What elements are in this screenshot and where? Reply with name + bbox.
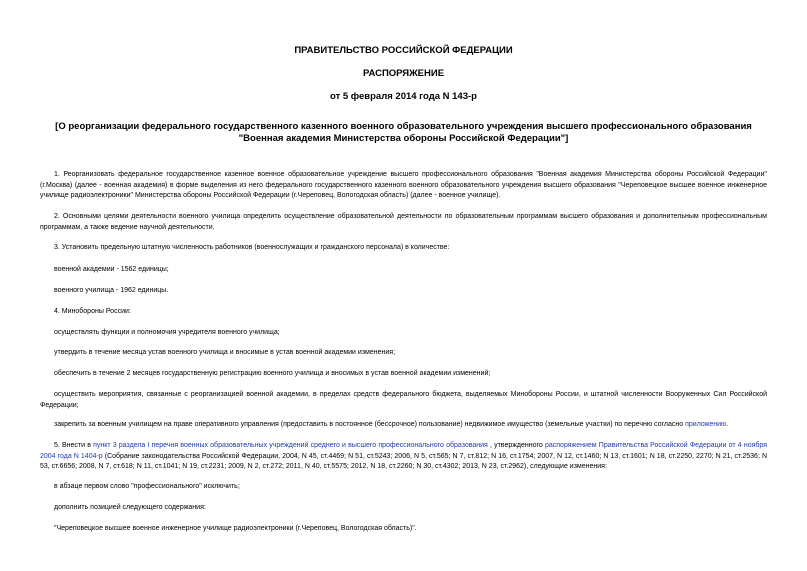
paragraph-5-end: (Собрание законодательства Российской Федерации, 2004, N 45, ст.4469; N 51, ст.5243; 2006, N 5, ст.565; N 7, ст.812; N 16, ст.1754; 2007, N 12, ст.1460; N 13, ст.1601; N 18, ст.2250, 2270; N 21, ст.2536; N 53, ст.6656; 2008, N 7, ст.618; N 11, ст.1041; N 19, ст.2231; 2009, N 2, ст.272; 2011, N 40, ст.5575; 2012, N 18, ст.2260; N 30, ст.4302; 2013, N 23, ст.2962), следующие изменения: [40, 452, 767, 470]
paragraph-4a: осуществлять функции и полномочия учредителя военного училища; [54, 329, 280, 336]
government-heading: ПРАВИТЕЛЬСТВО РОССИЙСКОЙ ФЕДЕРАЦИИ [294, 45, 513, 56]
government-order-link[interactable]: распоряжением Правительства Российской Федерации от 4 ноября 2004 года N 1404-р [40, 442, 767, 460]
paragraph-4: 4. Минобороны России: [54, 308, 131, 315]
appendix-link[interactable]: приложению [685, 421, 727, 428]
paragraph-3: 3. Установить предельную штатную численность работников (военнослужащих и гражданского персонала) в количестве: [54, 244, 450, 251]
document-date-number: от 5 февраля 2014 года N 143-р [330, 91, 477, 102]
paragraph-1: 1. Реорганизовать федеральное государственное казенное военное образовательное учреждение высшего профессионального образования "Военная академия Министерства обороны Российской Федерации" (г.Москва) (далее - военная академия) в форме выделения из него федерального государственного казенного военного образовательного учреждения высшего образования "Череповецкое высшее военное инженерное училище радиоэлектроники" Министерства обороны Российской Федерации (г.Череповец, Вологодская область) (далее - военное училище). [40, 171, 767, 199]
paragraph-4e-end: . [726, 421, 729, 428]
paragraph-5b: дополнить позицией следующего содержания: [54, 504, 206, 511]
list-section-link[interactable]: пункт 3 раздела I перечня военных образовательных учреждений среднего и высшего профессионального образования [93, 442, 488, 449]
paragraph-4e-text: закрепить за военным училищем на праве оперативного управления (предоставить в постоянное (бессрочное) пользование) недвижимое имущество (земельные участки) по перечню согласно [54, 421, 686, 428]
paragraph-3b: военного училища - 1962 единицы. [54, 287, 169, 294]
paragraph-4c: обеспечить в течение 2 месяцев государственную регистрацию военного училища и вносимых в устав военной академии изменений; [54, 370, 491, 377]
paragraph-5 [40, 441, 767, 473]
paragraph-4b: утвердить в течение месяца устав военного училища и вносимые в устав военной академии изменения; [54, 349, 396, 356]
paragraph-2: 2. Основными целями деятельности военного училища определить осуществление образовательной деятельности по образовательным программам высшего образования и дополнительным профессиональным программам, а также ведение научной деятельности. [40, 213, 767, 231]
document-title: [О реорганизации федерального государственного казенного военного образовательного учреждения высшего профессионального образования "Военная академия Министерства обороны Российской Федерации"] [55, 121, 752, 144]
paragraph-4d: осуществить мероприятия, связанные с реорганизацией военной академии, в пределах средств федерального бюджета, выделяемых Минобороны России, и штатной численности Вооруженных Сил Российской Федерации; [40, 391, 767, 409]
paragraph-4e [40, 420, 767, 431]
paragraph-5a: в абзаце первом слово "профессионального" исключить; [54, 483, 240, 490]
document-type-heading: РАСПОРЯЖЕНИЕ [362, 68, 445, 79]
paragraph-5-mid: , утвержденного [487, 442, 545, 449]
paragraph-3a: военной академии - 1562 единицы; [54, 266, 169, 273]
paragraph-5-start: 5. Внести в [54, 442, 94, 449]
paragraph-5c: "Череповецкое высшее военное инженерное училище радиоэлектроники (г.Череповец, Вологодская область)". [54, 525, 417, 532]
